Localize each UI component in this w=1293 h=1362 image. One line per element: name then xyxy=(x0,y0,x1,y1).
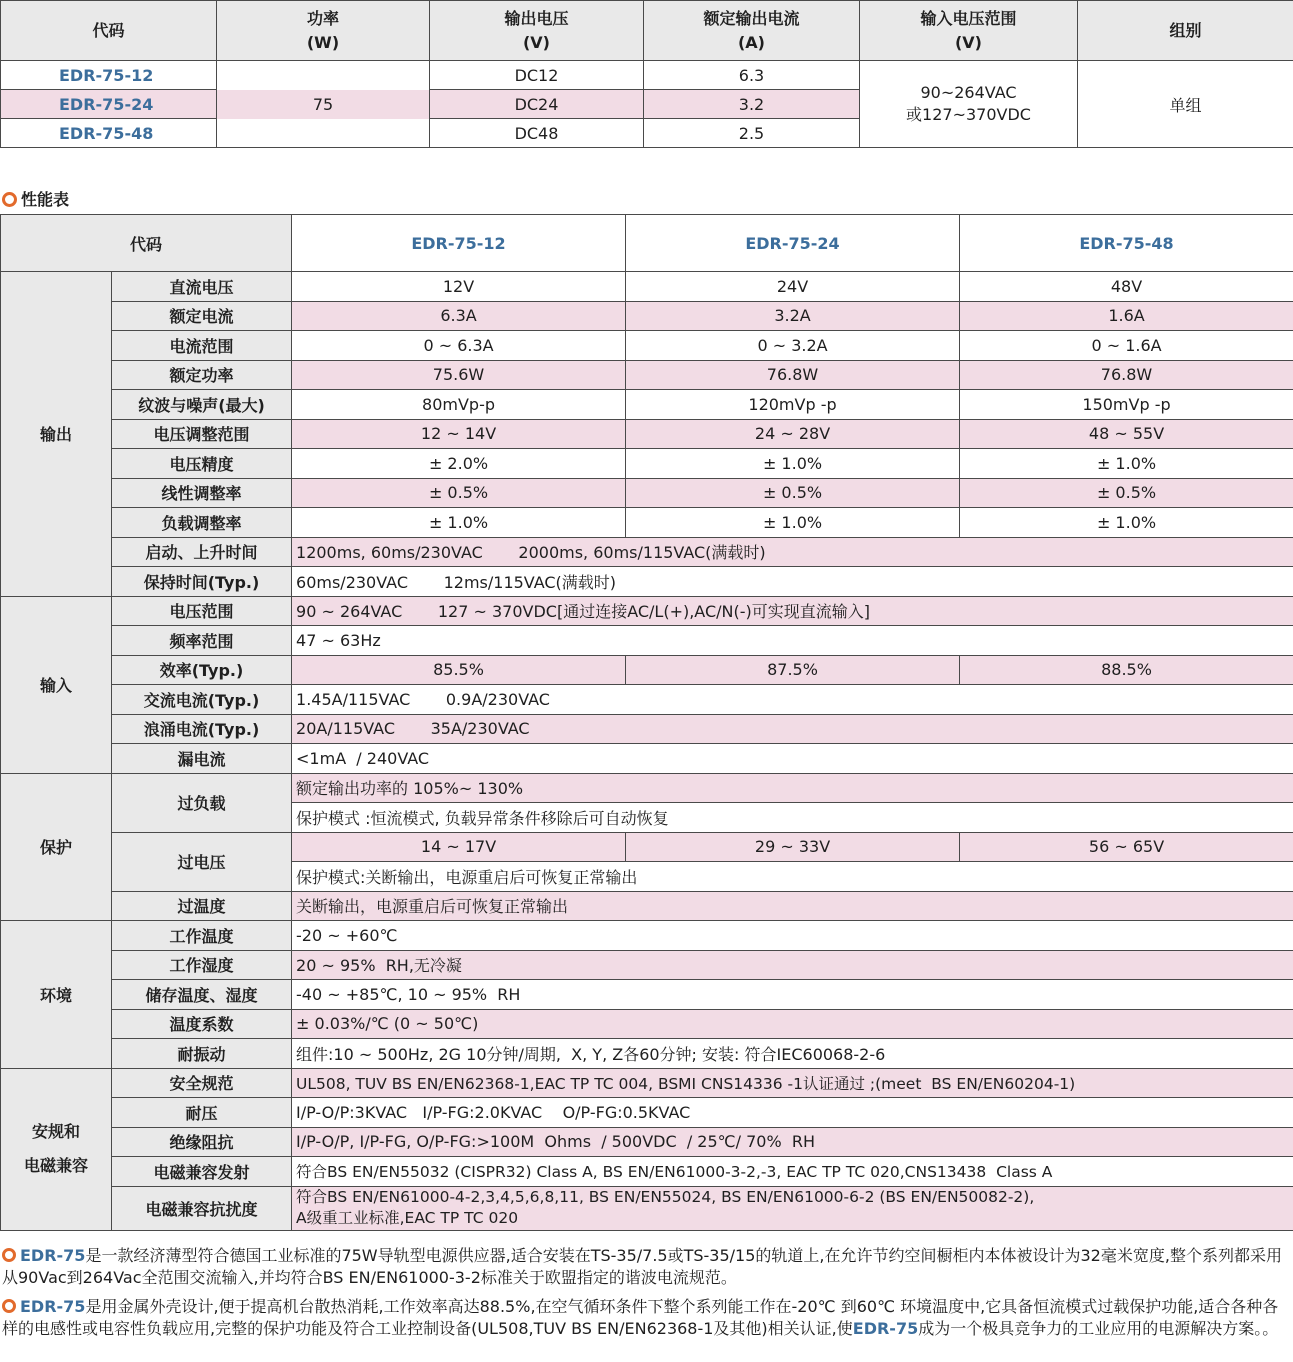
cell: 48 ~ 55V xyxy=(960,419,1293,449)
header-voltage: 输出电压 (V) xyxy=(430,1,644,61)
cell: -20 ~ +60℃ xyxy=(292,921,1293,951)
row-label: 电磁兼容抗扰度 xyxy=(112,1186,292,1230)
cell: 85.5% xyxy=(292,655,626,685)
cell: 0 ~ 1.6A xyxy=(960,331,1293,361)
cell: 1.6A xyxy=(960,301,1293,331)
group-value: 单组 xyxy=(1078,61,1293,148)
row-label: 绝缘阻抗 xyxy=(112,1127,292,1157)
cell: 29 ~ 33V xyxy=(626,832,960,862)
cell: 20 ~ 95% RH,无冷凝 xyxy=(292,950,1293,980)
cell: 符合BS EN/EN55032 (CISPR32) Class A, BS EN/EN61000-3-2,-3, EAC TP TC 020,CNS13438 Class A xyxy=(292,1157,1293,1187)
cell: 20A/115VAC 35A/230VAC xyxy=(292,714,1293,744)
output-voltage: DC24 xyxy=(430,90,644,119)
row-label: 电压精度 xyxy=(112,449,292,479)
circle-bullet-icon xyxy=(2,1299,16,1313)
group-output: 输出 xyxy=(1,272,112,597)
cell: 76.8W xyxy=(960,360,1293,390)
note-text: 是一款经济薄型符合德国工业标准的75W导轨型电源供应器,适合安装在TS-35/7.5或TS-35/15的轨道上,在允许节约空间橱柜内本体被设计为32毫米宽度,整个系列都采用从90Vac到264Vac全范围交流输入,并均符合BS EN/EN61000-3-2标准关于欧盟指定的谐波电流规范。 xyxy=(2,1246,1282,1287)
cell: 56 ~ 65V xyxy=(960,832,1293,862)
cell: 88.5% xyxy=(960,655,1293,685)
cell: 120mVp -p xyxy=(626,390,960,420)
header-group: 组别 xyxy=(1078,1,1293,61)
cell: 1.45A/115VAC 0.9A/230VAC xyxy=(292,685,1293,715)
cell: 0 ~ 3.2A xyxy=(626,331,960,361)
output-current: 3.2 xyxy=(644,90,860,119)
row-label: 负载调整率 xyxy=(112,508,292,538)
cell: 24 ~ 28V xyxy=(626,419,960,449)
cell: 90 ~ 264VAC 127 ~ 370VDC[通过连接AC/L(+),AC/N(-)可实现直流输入] xyxy=(292,596,1293,626)
cell: 保护模式:关断输出，电源重启后可恢复正常输出 xyxy=(292,862,1293,892)
row-label: 效率(Typ.) xyxy=(112,655,292,685)
cell: 80mVp-p xyxy=(292,390,626,420)
header-code: 代码 xyxy=(1,1,217,61)
cell: 0 ~ 6.3A xyxy=(292,331,626,361)
row-label: 保持时间(Typ.) xyxy=(112,567,292,597)
power-value: 75 xyxy=(217,61,430,148)
cell: 47 ~ 63Hz xyxy=(292,626,1293,656)
row-label: 电压范围 xyxy=(112,596,292,626)
cell: 12V xyxy=(292,272,626,302)
brand-name: EDR-75 xyxy=(20,1297,86,1316)
cell: ± 1.0% xyxy=(960,449,1293,479)
note-text: 成为一个极具竞争力的工业应用的电源解决方案。。 xyxy=(918,1319,1279,1338)
row-label: 线性调整率 xyxy=(112,478,292,508)
row-label: 交流电流(Typ.) xyxy=(112,685,292,715)
row-label: 耐振动 xyxy=(112,1039,292,1069)
cell: 1200ms, 60ms/230VAC 2000ms, 60ms/115VAC(满载时) xyxy=(292,537,1293,567)
brand-name: EDR-75 xyxy=(20,1246,86,1265)
cell: <1mA / 240VAC xyxy=(292,744,1293,774)
cell: 150mVp -p xyxy=(960,390,1293,420)
cell: ± 2.0% xyxy=(292,449,626,479)
row-label: 工作湿度 xyxy=(112,950,292,980)
header-input-range: 输入电压范围 (V) xyxy=(860,1,1078,61)
brand-name: EDR-75 xyxy=(852,1319,919,1338)
row-label: 频率范围 xyxy=(112,626,292,656)
row-label: 耐压 xyxy=(112,1098,292,1128)
summary-table xyxy=(0,0,1293,148)
header-power: 功率 (W) xyxy=(217,1,430,61)
cell: -40 ~ +85℃, 10 ~ 95% RH xyxy=(292,980,1293,1010)
model-code: EDR-75-48 xyxy=(1,119,217,148)
header-current: 额定输出电流 (A) xyxy=(644,1,860,61)
cell: 48V xyxy=(960,272,1293,302)
cell: 24V xyxy=(626,272,960,302)
row-label: 启动、上升时间 xyxy=(112,537,292,567)
model-code: EDR-75-12 xyxy=(1,61,217,90)
cell: 76.8W xyxy=(626,360,960,390)
output-current: 2.5 xyxy=(644,119,860,148)
group-safety-emc: 安规和 电磁兼容 xyxy=(1,1068,112,1230)
row-label: 储存温度、湿度 xyxy=(112,980,292,1010)
row-label: 漏电流 xyxy=(112,744,292,774)
cell: ± 0.5% xyxy=(292,478,626,508)
cell: ± 1.0% xyxy=(626,508,960,538)
row-label: 浪涌电流(Typ.) xyxy=(112,714,292,744)
cell: ± 1.0% xyxy=(626,449,960,479)
row-label: 过温度 xyxy=(112,891,292,921)
cell: ± 0.5% xyxy=(960,478,1293,508)
cell: I/P-O/P:3KVAC I/P-FG:2.0KVAC O/P-FG:0.5KVAC xyxy=(292,1098,1293,1128)
cell: ± 0.03%/℃ (0 ~ 50℃) xyxy=(292,1009,1293,1039)
cell: 6.3A xyxy=(292,301,626,331)
cell: 组件:10 ~ 500Hz, 2G 10分钟/周期, X, Y, Z各60分钟; 安装: 符合IEC60068-2-6 xyxy=(292,1039,1293,1069)
cell: 符合BS EN/EN61000-4-2,3,4,5,6,8,11, BS EN/EN55024, BS EN/EN61000-6-2 (BS EN/EN50082-2), A级重工业标准,EAC TP TC 020 xyxy=(292,1186,1293,1230)
cell: 关断输出，电源重启后可恢复正常输出 xyxy=(292,891,1293,921)
row-label: 工作温度 xyxy=(112,921,292,951)
output-voltage: DC48 xyxy=(430,119,644,148)
model-header: EDR-75-48 xyxy=(960,215,1293,272)
note-paragraph xyxy=(2,1296,1290,1340)
circle-bullet-icon xyxy=(2,1248,16,1262)
row-label: 电磁兼容发射 xyxy=(112,1157,292,1187)
cell: 75.6W xyxy=(292,360,626,390)
group-protection: 保护 xyxy=(1,773,112,921)
cell: 14 ~ 17V xyxy=(292,832,626,862)
cell: I/P-O/P, I/P-FG, O/P-FG:>100M Ohms / 500VDC / 25℃/ 70% RH xyxy=(292,1127,1293,1157)
note-paragraph xyxy=(2,1245,1290,1289)
code-label: 代码 xyxy=(1,215,292,272)
row-label: 过负载 xyxy=(112,773,292,832)
cell: 保护模式 :恒流模式, 负载异常条件移除后可自动恢复 xyxy=(292,803,1293,833)
output-current: 6.3 xyxy=(644,61,860,90)
row-label: 安全规范 xyxy=(112,1068,292,1098)
performance-table xyxy=(0,214,1293,1231)
model-header: EDR-75-24 xyxy=(626,215,960,272)
output-voltage: DC12 xyxy=(430,61,644,90)
row-label: 额定功率 xyxy=(112,360,292,390)
note-text: 是用金属外壳设计,便于提高机台散热消耗,工作效率高达88.5%,在空气循环条件下整个系列能工作在-20℃ 到60℃ 环境温度中,它具备恒流模式过载保护功能,适合各种各样的电感性或电容性负载应用,完整的保护功能及符合工业控制设备(UL508,TUV BS EN/EN62368-1及其他)相关认证,使 xyxy=(2,1297,1279,1338)
row-label: 过电压 xyxy=(112,832,292,891)
row-label: 额定电流 xyxy=(112,301,292,331)
model-header: EDR-75-12 xyxy=(292,215,626,272)
input-range-value: 90~264VAC 或127~370VDC xyxy=(860,61,1078,148)
cell: 87.5% xyxy=(626,655,960,685)
cell: 额定输出功率的 105%~ 130% xyxy=(292,773,1293,803)
row-label: 纹波与噪声(最大) xyxy=(112,390,292,420)
group-environment: 环境 xyxy=(1,921,112,1069)
cell: UL508, TUV BS EN/EN62368-1,EAC TP TC 004, BSMI CNS14336 -1认证通过 ;(meet BS EN/EN60204-1) xyxy=(292,1068,1293,1098)
section-title: 性能表 xyxy=(2,187,69,210)
group-input: 输入 xyxy=(1,596,112,773)
cell: 12 ~ 14V xyxy=(292,419,626,449)
row-label: 直流电压 xyxy=(112,272,292,302)
circle-bullet-icon xyxy=(2,192,17,207)
model-code: EDR-75-24 xyxy=(1,90,217,119)
cell: 3.2A xyxy=(626,301,960,331)
cell: ± 1.0% xyxy=(292,508,626,538)
row-label: 电压调整范围 xyxy=(112,419,292,449)
cell: 60ms/230VAC 12ms/115VAC(满载时) xyxy=(292,567,1293,597)
cell: ± 0.5% xyxy=(626,478,960,508)
row-label: 电流范围 xyxy=(112,331,292,361)
row-label: 温度系数 xyxy=(112,1009,292,1039)
cell: ± 1.0% xyxy=(960,508,1293,538)
